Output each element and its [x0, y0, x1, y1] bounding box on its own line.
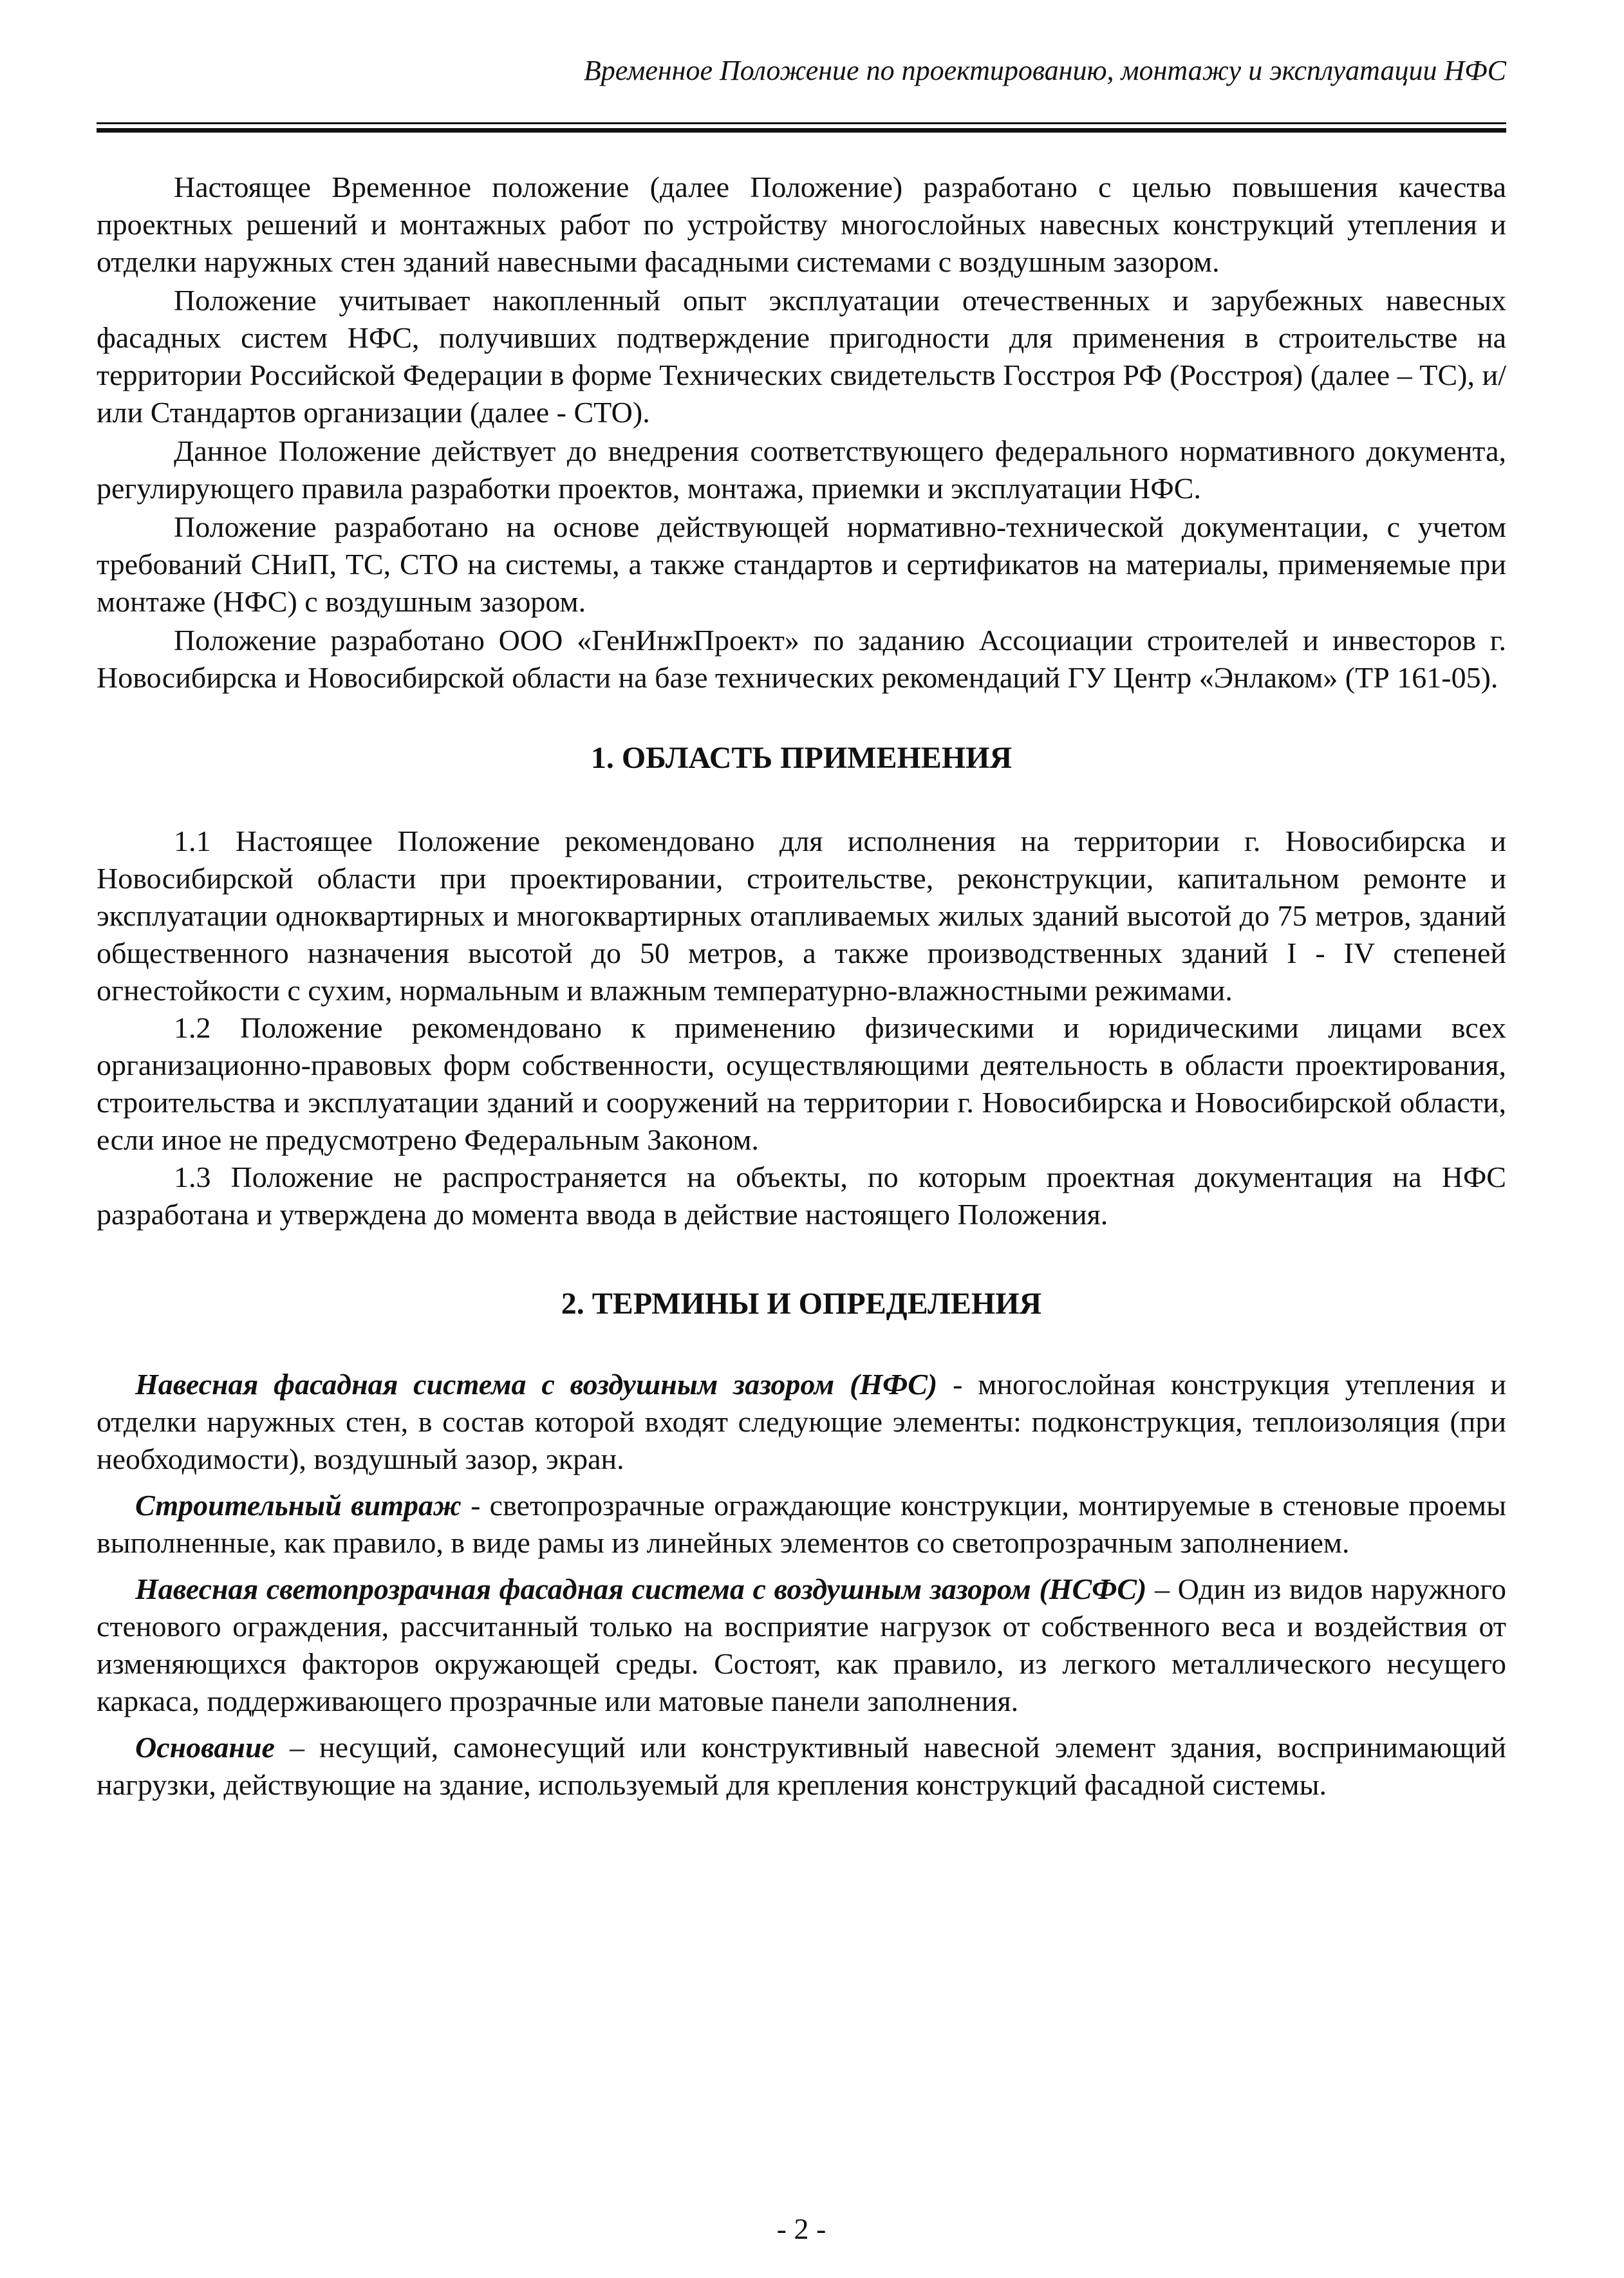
intro-paragraph: Настоящее Временное положение (далее Положение) разработано с целью повышения качества проектных решений и монтажных работ по устройству многослойных навесных конструкций утепления и отделки наружных стен зданий навесными фасадными системами с воздушным зазором. — [97, 171, 1506, 278]
term-text: – несущий, самонесущий или конструктивный навесной элемент здания, воспринимающий нагрузки, действующие на здание, используемый для крепления конструкций фасадной системы. — [97, 1731, 1506, 1801]
term-definition — [97, 1571, 1506, 1720]
term-definition — [97, 1487, 1506, 1562]
term-name: Навесная фасадная система с воздушным зазором (НФС) — [135, 1368, 938, 1401]
intro-paragraph: Положение учитывает накопленный опыт эксплуатации отечественных и зарубежных навесных фасадных систем НФС, получивших подтверждение пригодности для применения в строительстве на территории Российской Федерации в форме Технических свидетельств Госстроя РФ (Росстроя) (далее – ТС), и/или Стандартов организации (далее - СТО). — [97, 284, 1506, 429]
section-1-heading: 1. ОБЛАСТЬ ПРИМЕНЕНИЯ — [590, 741, 1013, 775]
term-definition — [97, 1729, 1506, 1804]
section-2-heading: 2. ТЕРМИНЫ И ОПРЕДЕЛЕНИЯ — [561, 1287, 1042, 1321]
section-1-body — [97, 823, 1506, 1233]
intro-section — [97, 169, 1506, 696]
term-text: - многослойная конструкция утепления и отделки наружных стен, в состав которой входят следующие элементы: подконструкция, теплоизоляция (при необходимости), воздушный зазор, экран. — [97, 1368, 1506, 1475]
intro-paragraph: Положение разработано на основе действующей нормативно-технической документации, с учетом требований СНиП, ТС, СТО на системы, а также стандартов и сертификатов на материалы, применяемые при монтаже (НФС) с воздушным зазором. — [97, 510, 1506, 618]
term-text: - светопрозрачные ограждающие конструкции, монтируемые в стеновые проемы выполненные, как правило, в виде рамы из линейных элементов со светопрозрачным заполнением. — [97, 1489, 1506, 1559]
intro-paragraph: Данное Положение действует до внедрения соответствующего федерального нормативного документа, регулирующего правила разработки проектов, монтажа, приемки и эксплуатации НФС. — [97, 434, 1506, 505]
clause-paragraph: 1.1 Настоящее Положение рекомендовано для исполнения на территории г. Новосибирска и Новосибирской области при проектировании, строительстве, реконструкции, капитальном ремонте и эксплуатации одноквартирных и многоквартирных отапливаемых жилых зданий высотой до 75 метров, зданий общественного назначения высотой до 50 метров, а также производственных зданий I - IV степеней огнестойкости с сухим, нормальным и влажным температурно-влажностными режимами. — [97, 825, 1506, 1007]
section-2-body — [97, 1366, 1506, 1804]
term-text: – Один из видов наружного стенового ограждения, рассчитанный только на восприятие нагрузок от собственного веса и воздействия от изменяющихся факторов окружающей среды. Состоят, как правило, из легкого металлического несущего каркаса, поддерживающего прозрачные или матовые панели заполнения. — [97, 1573, 1506, 1717]
page-number: - 2 - — [776, 2212, 826, 2245]
term-name: Навесная светопрозрачная фасадная система с воздушным зазором (НСФС) — [135, 1573, 1147, 1605]
term-name: Строительный витраж — [135, 1489, 462, 1522]
term-name: Основание — [135, 1731, 275, 1764]
header-divider — [97, 122, 1506, 133]
clause-paragraph: 1.3 Положение не распространяется на объекты, по которым проектная документация на НФС разработана и утверждена до момента ввода в действие настоящего Положения. — [97, 1161, 1506, 1231]
document-page — [97, 0, 1506, 2278]
intro-paragraph: Положение разработано ООО «ГенИнжПроект» по заданию Ассоциации строителей и инвесторов г. Новосибирска и Новосибирской области на базе технических рекомендаций ГУ Центр «Энлаком» (ТР 161-05). — [97, 624, 1506, 694]
term-definition — [97, 1366, 1506, 1478]
clause-paragraph: 1.2 Положение рекомендовано к применению физическими и юридическими лицами всех организационно-правовых форм собственности, осуществляющими деятельность в области проектирования, строительства и эксплуатации зданий и сооружений на территории г. Новосибирска и Новосибирской области, если иное не предусмотрено Федеральным Законом. — [97, 1011, 1506, 1156]
running-header: Временное Положение по проектированию, монтажу и эксплуатации НФС — [583, 55, 1506, 86]
page-content — [97, 169, 1506, 1813]
